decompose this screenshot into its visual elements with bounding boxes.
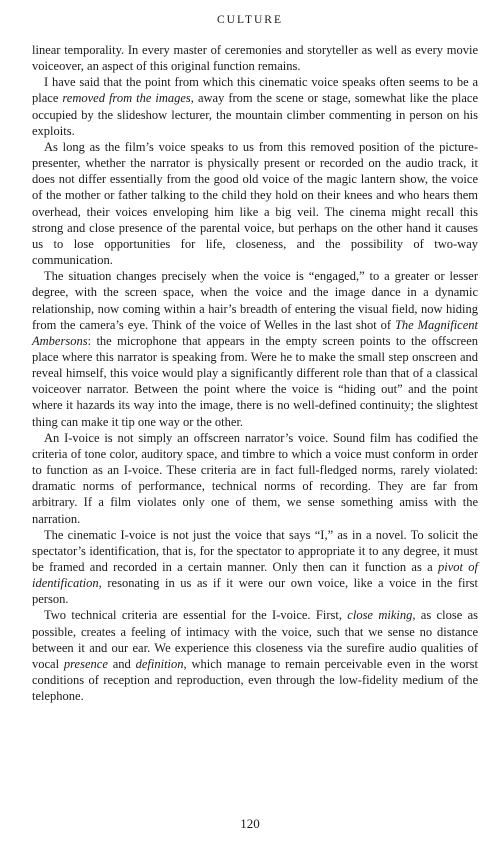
paragraph: [32, 268, 478, 430]
italic-text: close miking: [347, 608, 413, 623]
italic-text: pivot of identification: [32, 560, 478, 591]
italic-text: presence: [63, 656, 108, 671]
text-run: and: [107, 656, 136, 671]
paragraph-continuation: [32, 42, 478, 74]
text-run: , as close as possible, creates a feeling of intimacy with the voice, such that we sense no distance between it and our ear. We experience this closeness via the surefire audio qualities of vocal: [32, 608, 478, 671]
body-text: [32, 42, 478, 704]
text-run: The situation changes precisely when the voice is “engaged,” to a greater or lesser degree, with the screen space, when the voice and the image dance in a dynamic relationship, now coming within a hair’s breadth of entering the visual field, now hiding from the camera’s eye. Think of the voice of Welles in the last shot of: [32, 269, 478, 332]
paragraph: [32, 527, 478, 608]
text-run: I have said that the point from which this cinematic voice speaks often seems to be a place: [32, 75, 478, 106]
text-run: linear temporality. In every master of ceremonies and storyteller as well as every movie voiceover, an aspect of this original function remains.: [32, 43, 478, 74]
italic-text: The Magnificent Ambersons: [32, 317, 478, 348]
paragraph: [32, 607, 478, 704]
italic-text: removed from the images,: [62, 91, 194, 106]
text-run: : the microphone that appears in the empty screen points to the offscreen place where this narrator is speaking from. Were he to make the small step onscreen and reveal himself, this voice would play a significantly different role than that of a classical voiceover narrator. Between the point where the voice is “hiding out” and the point where it hazards its way into the image, there is no well-defined continuity; the slightest thing can make it tip one way or the other.: [32, 333, 478, 429]
running-head: CULTURE: [217, 14, 283, 26]
text-run: , resonating in us as if it were our own voice, like a voice in the first person.: [32, 576, 478, 607]
text-run: The cinematic I-voice is not just the voice that says “I,” as in a novel. To solicit the spectator’s identification, that is, for the spectator to appropriate it to any degree, it must be framed and recorded in a certain manner. Only then can it function as a: [32, 527, 478, 574]
text-run: As long as the film’s voice speaks to us from this removed position of the picture-presenter, whether the narrator is physically present or recorded on the audio track, it does not differ essentially from the good old voice of the magic lantern show, the voice of the mother or father talking to the child they hold on their knees and who hears them overhead, their voices enveloping him like a big veil. The cinema might recall this strong and close presence of the parental voice, but perhaps on the other hand it causes us to lose opportunities for life, closeness, and the possibility of two-way communication.: [32, 139, 478, 268]
page-number: 120: [240, 816, 260, 831]
paragraph: [32, 430, 478, 527]
text-run: An I-voice is not simply an offscreen narrator’s voice. Sound film has codified the criteria of tone color, auditory space, and timbre to which a voice must conform in order to function as an I-voice. These criteria are in fact full-fledged norms, rarely violated: dramatic norms of performance, technical norms of recording. They are far from arbitrary. If a film violates only one of them, we sense something amiss with the narration.: [32, 430, 478, 526]
text-run: Two technical criteria are essential for the I-voice. First,: [44, 608, 348, 623]
text-run: away from the scene or stage, somewhat like the place occupied by the slideshow lecturer, the mountain climber commenting in person on his exploits.: [32, 91, 478, 138]
paragraph: [32, 74, 478, 139]
paragraph: [32, 139, 478, 268]
text-run: , which manage to remain perceivable even in the worst conditions of reception and reproduction, even through the low-fidelity medium of the telephone.: [32, 656, 478, 704]
italic-text: definition: [135, 656, 184, 671]
